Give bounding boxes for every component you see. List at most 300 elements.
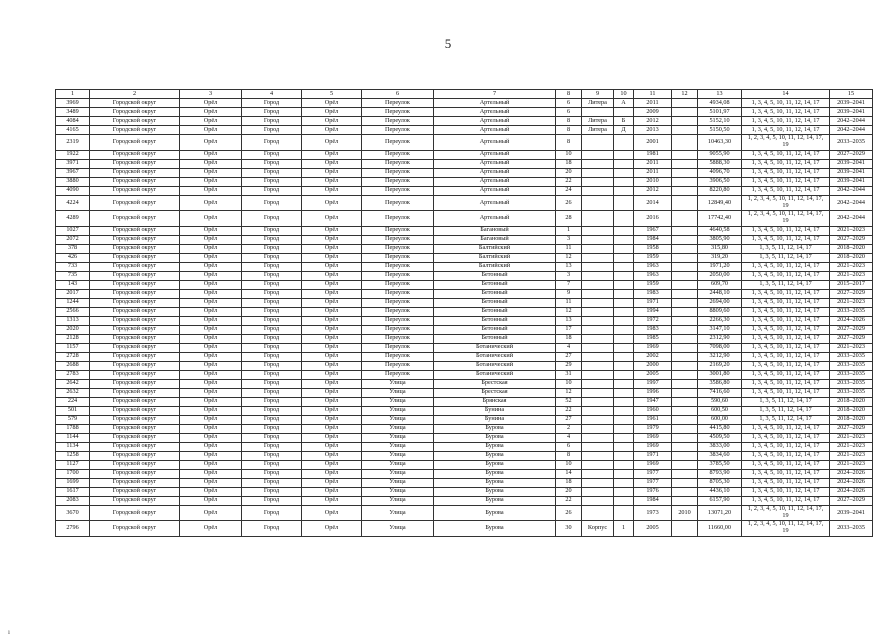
cell-building-type <box>582 271 614 280</box>
cell-municipality-type: Городской округ <box>90 469 180 478</box>
cell-registry-id: 2083 <box>56 496 90 505</box>
cell-work-types: 1, 3, 4, 5, 10, 11, 12, 14, 17 <box>742 442 830 451</box>
cell-settlement-type: Город <box>242 307 302 316</box>
cell-municipality-type: Городской округ <box>90 235 180 244</box>
cell-municipality-name: Орёл <box>180 478 242 487</box>
cell-municipality-name: Орёл <box>180 159 242 168</box>
cell-building-type <box>582 159 614 168</box>
cell-area: 4509,50 <box>698 433 742 442</box>
cell-house-number: 10 <box>556 150 582 159</box>
cell-settlement-type: Город <box>242 379 302 388</box>
cell-repair-period: 2018–2020 <box>830 244 873 253</box>
cell-street-type: Переулок <box>362 235 434 244</box>
cell-area: 2266,30 <box>698 316 742 325</box>
cell-building-letter <box>614 361 634 370</box>
cell-house-number: 18 <box>556 159 582 168</box>
cell-street-type: Переулок <box>362 244 434 253</box>
cell-settlement-name: Орёл <box>302 289 362 298</box>
cell-street-type: Улица <box>362 424 434 433</box>
cell-area: 590,60 <box>698 397 742 406</box>
cell-municipality-type: Городской округ <box>90 135 180 151</box>
table-row <box>56 117 873 126</box>
cell-repair-period: 2021–2023 <box>830 298 873 307</box>
cell-area: 7098,00 <box>698 343 742 352</box>
cell-construction-year: 1963 <box>634 262 672 271</box>
page-number: 5 <box>444 36 452 51</box>
cell-settlement-type: Город <box>242 211 302 227</box>
cell-municipality-type: Городской округ <box>90 126 180 135</box>
cell-building-type <box>582 307 614 316</box>
cell-municipality-type: Городской округ <box>90 505 180 521</box>
cell-street-name: Брянская <box>434 397 556 406</box>
cell-repair-period: 2018–2020 <box>830 406 873 415</box>
cell-settlement-type: Город <box>242 253 302 262</box>
cell-street-name: Артельный <box>434 117 556 126</box>
cell-area: 8809,60 <box>698 307 742 316</box>
cell-settlement-type: Город <box>242 117 302 126</box>
cell-settlement-name: Орёл <box>302 325 362 334</box>
cell-municipality-name: Орёл <box>180 289 242 298</box>
cell-house-number: 27 <box>556 415 582 424</box>
cell-building-type <box>582 235 614 244</box>
cell-reconstruction-year <box>672 496 698 505</box>
cell-repair-period: 2033–2035 <box>830 521 873 537</box>
column-header-13: 13 <box>698 90 742 99</box>
cell-settlement-type: Город <box>242 99 302 108</box>
cell-building-letter <box>614 325 634 334</box>
cell-municipality-name: Орёл <box>180 99 242 108</box>
cell-repair-period: 2033–2035 <box>830 379 873 388</box>
cell-building-type <box>582 487 614 496</box>
cell-street-type: Переулок <box>362 352 434 361</box>
cell-construction-year: 2011 <box>634 99 672 108</box>
cell-settlement-name: Орёл <box>302 126 362 135</box>
cell-municipality-name: Орёл <box>180 211 242 227</box>
cell-municipality-name: Орёл <box>180 316 242 325</box>
cell-street-name: Артельный <box>434 135 556 151</box>
cell-municipality-name: Орёл <box>180 424 242 433</box>
cell-municipality-name: Орёл <box>180 361 242 370</box>
cell-street-name: Ботанический <box>434 352 556 361</box>
cell-work-types: 1, 3, 4, 5, 10, 11, 12, 14, 17 <box>742 262 830 271</box>
table-row <box>56 388 873 397</box>
cell-settlement-type: Город <box>242 505 302 521</box>
table-row <box>56 244 873 253</box>
cell-street-name: Бетонный <box>434 289 556 298</box>
cell-building-letter <box>614 253 634 262</box>
cell-work-types: 1, 3, 4, 5, 10, 11, 12, 14, 17 <box>742 186 830 195</box>
cell-construction-year: 1959 <box>634 280 672 289</box>
cell-work-types: 1, 3, 4, 5, 10, 11, 12, 14, 17 <box>742 235 830 244</box>
cell-reconstruction-year <box>672 168 698 177</box>
table-row <box>56 424 873 433</box>
cell-municipality-type: Городской округ <box>90 150 180 159</box>
cell-municipality-type: Городской округ <box>90 361 180 370</box>
cell-street-name: Артельный <box>434 186 556 195</box>
cell-settlement-type: Город <box>242 226 302 235</box>
cell-construction-year: 1961 <box>634 415 672 424</box>
cell-house-number: 20 <box>556 168 582 177</box>
cell-settlement-type: Город <box>242 521 302 537</box>
column-header-7: 7 <box>434 90 556 99</box>
cell-house-number: 14 <box>556 469 582 478</box>
table-row <box>56 505 873 521</box>
cell-area: 3834,60 <box>698 451 742 460</box>
cell-house-number: 12 <box>556 307 582 316</box>
cell-building-type <box>582 388 614 397</box>
table-row <box>56 126 873 135</box>
cell-work-types: 1, 3, 4, 5, 10, 11, 12, 14, 17 <box>742 424 830 433</box>
cell-house-number: 30 <box>556 521 582 537</box>
cell-reconstruction-year <box>672 186 698 195</box>
cell-building-type <box>582 168 614 177</box>
cell-area: 600,00 <box>698 415 742 424</box>
cell-registry-id: 2319 <box>56 135 90 151</box>
cell-building-letter <box>614 406 634 415</box>
cell-municipality-type: Городской округ <box>90 379 180 388</box>
cell-building-letter <box>614 108 634 117</box>
cell-construction-year: 1969 <box>634 433 672 442</box>
cell-building-letter <box>614 244 634 253</box>
table-row <box>56 135 873 151</box>
cell-repair-period: 2033–2035 <box>830 352 873 361</box>
table-row <box>56 397 873 406</box>
cell-construction-year: 2009 <box>634 108 672 117</box>
cell-municipality-name: Орёл <box>180 370 242 379</box>
cell-settlement-type: Город <box>242 186 302 195</box>
table-row <box>56 478 873 487</box>
cell-construction-year: 1979 <box>634 424 672 433</box>
cell-settlement-name: Орёл <box>302 253 362 262</box>
cell-settlement-name: Орёл <box>302 370 362 379</box>
cell-municipality-name: Орёл <box>180 352 242 361</box>
cell-house-number: 8 <box>556 135 582 151</box>
cell-construction-year: 1994 <box>634 307 672 316</box>
cell-building-letter <box>614 307 634 316</box>
cell-street-type: Улица <box>362 496 434 505</box>
cell-registry-id: 3969 <box>56 99 90 108</box>
cell-settlement-type: Город <box>242 361 302 370</box>
cell-construction-year: 2011 <box>634 168 672 177</box>
cell-municipality-name: Орёл <box>180 388 242 397</box>
cell-house-number: 3 <box>556 271 582 280</box>
cell-house-number: 1 <box>556 226 582 235</box>
cell-work-types: 1, 3, 4, 5, 10, 11, 12, 14, 17 <box>742 325 830 334</box>
cell-municipality-name: Орёл <box>180 469 242 478</box>
registry-table <box>55 89 873 537</box>
cell-repair-period: 2027–2029 <box>830 424 873 433</box>
cell-building-type <box>582 316 614 325</box>
cell-building-letter <box>614 370 634 379</box>
cell-house-number: 13 <box>556 316 582 325</box>
table-row <box>56 460 873 469</box>
table-row <box>56 370 873 379</box>
cell-building-type <box>582 108 614 117</box>
cell-repair-period: 2021–2023 <box>830 433 873 442</box>
cell-municipality-type: Городской округ <box>90 289 180 298</box>
column-header-11: 11 <box>634 90 672 99</box>
cell-settlement-name: Орёл <box>302 460 362 469</box>
cell-municipality-name: Орёл <box>180 244 242 253</box>
cell-repair-period: 2018–2020 <box>830 415 873 424</box>
cell-settlement-name: Орёл <box>302 478 362 487</box>
cell-street-name: Бурова <box>434 451 556 460</box>
cell-settlement-type: Город <box>242 442 302 451</box>
cell-construction-year: 1977 <box>634 478 672 487</box>
cell-area: 1971,20 <box>698 262 742 271</box>
cell-street-type: Улица <box>362 521 434 537</box>
cell-settlement-name: Орёл <box>302 379 362 388</box>
cell-building-type: Литера <box>582 126 614 135</box>
cell-building-letter <box>614 451 634 460</box>
cell-building-letter <box>614 397 634 406</box>
cell-settlement-name: Орёл <box>302 433 362 442</box>
table-row <box>56 195 873 211</box>
cell-street-type: Улица <box>362 451 434 460</box>
cell-municipality-name: Орёл <box>180 226 242 235</box>
cell-area: 4096,70 <box>698 168 742 177</box>
cell-reconstruction-year <box>672 298 698 307</box>
table-row <box>56 487 873 496</box>
cell-work-types: 1, 3, 4, 5, 10, 11, 12, 14, 17 <box>742 478 830 487</box>
cell-building-letter <box>614 289 634 298</box>
cell-construction-year: 2016 <box>634 211 672 227</box>
cell-area: 2694,00 <box>698 298 742 307</box>
cell-street-name: Бурова <box>434 424 556 433</box>
table-row <box>56 334 873 343</box>
cell-area: 8793,90 <box>698 469 742 478</box>
column-header-8: 8 <box>556 90 582 99</box>
cell-settlement-name: Орёл <box>302 487 362 496</box>
cell-building-letter: 1 <box>614 521 634 537</box>
cell-area: 5152,10 <box>698 117 742 126</box>
table-row <box>56 253 873 262</box>
cell-registry-id: 2072 <box>56 235 90 244</box>
cell-repair-period: 2039–2041 <box>830 159 873 168</box>
table-row <box>56 150 873 159</box>
cell-municipality-type: Городской округ <box>90 226 180 235</box>
cell-area: 2050,00 <box>698 271 742 280</box>
cell-work-types: 1, 3, 4, 5, 10, 11, 12, 14, 17 <box>742 99 830 108</box>
cell-municipality-name: Орёл <box>180 195 242 211</box>
cell-work-types: 1, 3, 5, 11, 12, 14, 17 <box>742 280 830 289</box>
cell-building-type <box>582 325 614 334</box>
cell-registry-id: 1258 <box>56 451 90 460</box>
cell-house-number: 7 <box>556 280 582 289</box>
cell-house-number: 12 <box>556 388 582 397</box>
column-header-10: 10 <box>614 90 634 99</box>
cell-work-types: 1, 3, 4, 5, 10, 11, 12, 14, 17 <box>742 469 830 478</box>
cell-municipality-type: Городской округ <box>90 478 180 487</box>
cell-street-name: Бетонный <box>434 298 556 307</box>
cell-reconstruction-year <box>672 99 698 108</box>
cell-building-letter <box>614 487 634 496</box>
cell-municipality-name: Орёл <box>180 298 242 307</box>
cell-house-number: 6 <box>556 108 582 117</box>
cell-registry-id: 2783 <box>56 370 90 379</box>
cell-street-name: Артельный <box>434 168 556 177</box>
cell-settlement-type: Город <box>242 298 302 307</box>
cell-construction-year: 1983 <box>634 325 672 334</box>
cell-settlement-name: Орёл <box>302 505 362 521</box>
cell-municipality-name: Орёл <box>180 379 242 388</box>
cell-registry-id: 2020 <box>56 325 90 334</box>
table-row <box>56 361 873 370</box>
table-row <box>56 177 873 186</box>
cell-registry-id: 2796 <box>56 521 90 537</box>
cell-street-name: Бетонный <box>434 280 556 289</box>
cell-building-type <box>582 433 614 442</box>
cell-house-number: 26 <box>556 505 582 521</box>
cell-registry-id: 579 <box>56 415 90 424</box>
cell-street-type: Переулок <box>362 150 434 159</box>
cell-street-name: Бурова <box>434 505 556 521</box>
cell-municipality-name: Орёл <box>180 433 242 442</box>
cell-area: 600,50 <box>698 406 742 415</box>
cell-street-name: Ботанический <box>434 370 556 379</box>
cell-settlement-name: Орёл <box>302 521 362 537</box>
cell-reconstruction-year <box>672 289 698 298</box>
cell-building-letter <box>614 195 634 211</box>
cell-street-name: Брестская <box>434 388 556 397</box>
cell-building-type <box>582 135 614 151</box>
cell-street-name: Ботанический <box>434 343 556 352</box>
cell-registry-id: 1144 <box>56 433 90 442</box>
cell-municipality-name: Орёл <box>180 108 242 117</box>
cell-settlement-type: Город <box>242 168 302 177</box>
cell-house-number: 52 <box>556 397 582 406</box>
cell-street-type: Переулок <box>362 361 434 370</box>
cell-settlement-name: Орёл <box>302 271 362 280</box>
cell-street-type: Улица <box>362 487 434 496</box>
cell-municipality-type: Городской округ <box>90 307 180 316</box>
cell-municipality-name: Орёл <box>180 406 242 415</box>
cell-reconstruction-year <box>672 370 698 379</box>
cell-settlement-name: Орёл <box>302 307 362 316</box>
cell-repair-period: 2027–2029 <box>830 289 873 298</box>
cell-reconstruction-year <box>672 521 698 537</box>
cell-repair-period: 2042–2044 <box>830 211 873 227</box>
cell-building-letter <box>614 262 634 271</box>
cell-reconstruction-year <box>672 352 698 361</box>
cell-street-name: Бурова <box>434 487 556 496</box>
cell-building-type <box>582 397 614 406</box>
cell-registry-id: 426 <box>56 253 90 262</box>
cell-repair-period: 2033–2035 <box>830 388 873 397</box>
cell-registry-id: 1313 <box>56 316 90 325</box>
cell-construction-year: 1960 <box>634 406 672 415</box>
cell-registry-id: 2566 <box>56 307 90 316</box>
cell-area: 12849,40 <box>698 195 742 211</box>
cell-construction-year: 1969 <box>634 442 672 451</box>
cell-reconstruction-year <box>672 235 698 244</box>
cell-street-name: Балтийский <box>434 262 556 271</box>
cell-construction-year: 2014 <box>634 195 672 211</box>
cell-building-type <box>582 253 614 262</box>
cell-area: 319,20 <box>698 253 742 262</box>
cell-settlement-name: Орёл <box>302 150 362 159</box>
cell-building-letter <box>614 135 634 151</box>
cell-house-number: 24 <box>556 186 582 195</box>
cell-street-name: Бурова <box>434 496 556 505</box>
cell-municipality-type: Городской округ <box>90 159 180 168</box>
cell-repair-period: 2018–2020 <box>830 397 873 406</box>
cell-construction-year: 1984 <box>634 496 672 505</box>
cell-settlement-type: Город <box>242 397 302 406</box>
cell-municipality-type: Городской округ <box>90 487 180 496</box>
cell-building-letter <box>614 316 634 325</box>
cell-construction-year: 1984 <box>634 235 672 244</box>
cell-municipality-name: Орёл <box>180 262 242 271</box>
cell-registry-id: 1027 <box>56 226 90 235</box>
cell-construction-year: 2001 <box>634 135 672 151</box>
cell-registry-id: 4224 <box>56 195 90 211</box>
cell-municipality-type: Городской округ <box>90 168 180 177</box>
table-row <box>56 186 873 195</box>
cell-work-types: 1, 2, 3, 4, 5, 10, 11, 12, 14, 17, 19 <box>742 135 830 151</box>
cell-repair-period: 2039–2041 <box>830 505 873 521</box>
cell-house-number: 11 <box>556 244 582 253</box>
stray-mark: ı <box>8 628 10 636</box>
cell-street-name: Бурова <box>434 460 556 469</box>
cell-house-number: 28 <box>556 211 582 227</box>
cell-settlement-type: Город <box>242 487 302 496</box>
cell-area: 6157,90 <box>698 496 742 505</box>
cell-settlement-name: Орёл <box>302 424 362 433</box>
cell-building-letter: Д <box>614 126 634 135</box>
cell-registry-id: 1244 <box>56 298 90 307</box>
cell-building-type <box>582 442 614 451</box>
cell-building-letter <box>614 469 634 478</box>
cell-municipality-name: Орёл <box>180 126 242 135</box>
cell-registry-id: 1788 <box>56 424 90 433</box>
cell-reconstruction-year <box>672 159 698 168</box>
cell-street-type: Переулок <box>362 307 434 316</box>
cell-house-number: 18 <box>556 478 582 487</box>
cell-work-types: 1, 2, 3, 4, 5, 10, 11, 12, 14, 17, 19 <box>742 211 830 227</box>
cell-area: 3785,50 <box>698 460 742 469</box>
table-row <box>56 343 873 352</box>
cell-street-type: Переулок <box>362 289 434 298</box>
cell-settlement-name: Орёл <box>302 316 362 325</box>
cell-settlement-type: Город <box>242 280 302 289</box>
cell-street-type: Переулок <box>362 177 434 186</box>
cell-reconstruction-year <box>672 126 698 135</box>
cell-settlement-type: Город <box>242 451 302 460</box>
cell-building-letter <box>614 280 634 289</box>
cell-construction-year: 2005 <box>634 521 672 537</box>
cell-settlement-type: Город <box>242 433 302 442</box>
cell-street-name: Артельный <box>434 177 556 186</box>
table-row <box>56 211 873 227</box>
cell-settlement-name: Орёл <box>302 406 362 415</box>
cell-municipality-type: Городской округ <box>90 415 180 424</box>
cell-street-name: Артельный <box>434 150 556 159</box>
cell-construction-year: 2010 <box>634 177 672 186</box>
cell-building-type <box>582 195 614 211</box>
cell-construction-year: 1985 <box>634 334 672 343</box>
cell-municipality-type: Городской округ <box>90 298 180 307</box>
cell-repair-period: 2021–2023 <box>830 451 873 460</box>
cell-settlement-name: Орёл <box>302 244 362 253</box>
cell-street-name: Артельный <box>434 99 556 108</box>
cell-repair-period: 2021–2023 <box>830 343 873 352</box>
cell-construction-year: 1981 <box>634 150 672 159</box>
cell-building-letter <box>614 442 634 451</box>
cell-reconstruction-year <box>672 388 698 397</box>
cell-construction-year: 2000 <box>634 361 672 370</box>
cell-area: 5150,50 <box>698 126 742 135</box>
